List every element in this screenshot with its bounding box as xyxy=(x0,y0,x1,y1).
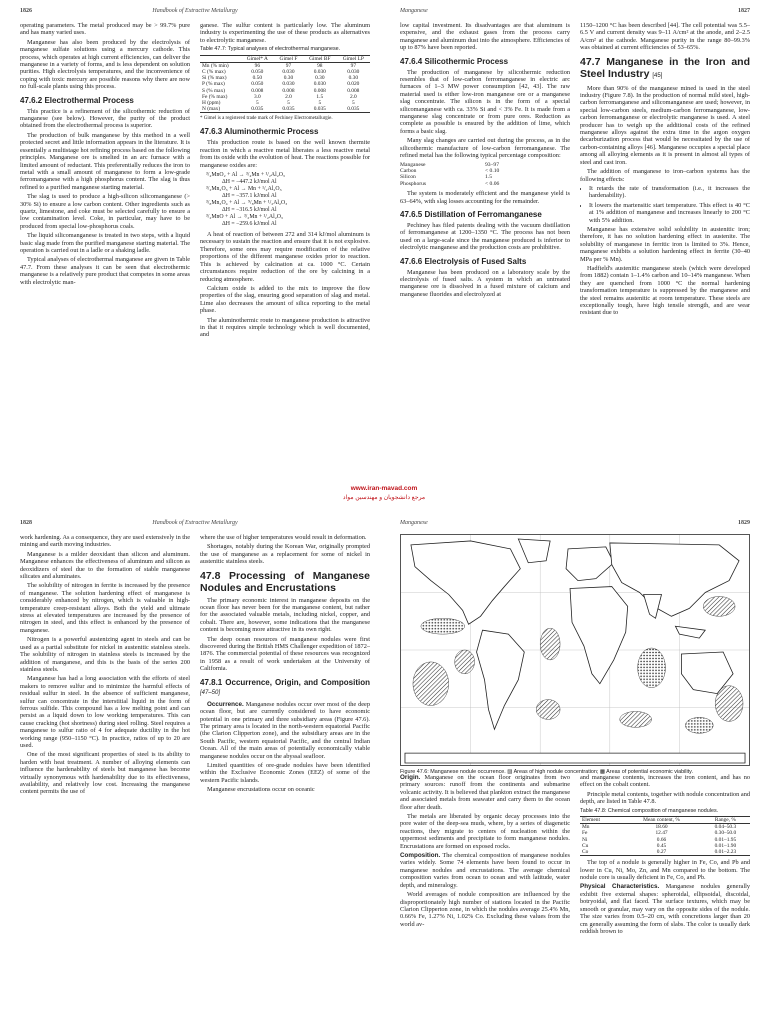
run-in-heading: Physical Characteristics. xyxy=(580,883,660,891)
table-cell: 0.030 xyxy=(282,81,295,88)
paragraph: The liquid silicomanganese is treated in two steps, with a liquid basic slag made from the purified manganese starting material. The operation is carried out in a ladle or a shaking ladle. xyxy=(20,232,190,254)
run-in-heading: Origin. xyxy=(400,774,421,781)
table-cell: Co xyxy=(580,849,622,856)
table-cell: P (% max) xyxy=(202,81,225,88)
running-header xyxy=(400,8,750,18)
column-header: Range, % xyxy=(701,817,750,824)
paragraph: The solubility of nitrogen in ferrite is increased by the presence of manganese. The solution hardening effect of manganese is considerably enhanced by nitrogen, which is valuable in high-temperature creep-resistant alloys. Both the yield and ultimate stress at elevated temperatures are increased by the presence of nitrogen in steel, and this effect is enhanced by the presence of manganese. xyxy=(20,582,190,634)
table-row xyxy=(200,106,370,113)
watermark-url: www.iran-mavad.com xyxy=(350,485,418,492)
north-america-shape xyxy=(411,541,520,624)
watermark-text: مرجع دانشجویان و مهندسین مواد xyxy=(342,495,426,501)
table-47-7 xyxy=(200,55,370,114)
greenland-shape xyxy=(518,539,550,563)
column-left xyxy=(400,774,570,1020)
paragraph-text: Manganese nodules generally exhibit five external shapes: spheroidal, ellipsoidal, discoidal, botryoidal, and flat faced. The surface textures, which may be smooth or granular, may vary on the opposite sides of the nodule. The size varies from 0.5–20 cm, with concretions larger than 20 cm generally assuming the form of slabs. The color is usually dark reddish brown to xyxy=(580,883,750,935)
effects-list xyxy=(580,185,750,224)
running-header xyxy=(20,8,370,18)
column-header: Gimel F xyxy=(274,55,303,62)
table-cell: C (% max) xyxy=(202,69,226,76)
clarion-clipperton-zone xyxy=(421,618,465,634)
composition-value: < 0.10 xyxy=(485,167,500,174)
reaction-enthalpy: ΔH = −357.1 kJ/mol Al xyxy=(222,193,277,200)
reaction-enthalpy: ΔH = −259.6 kJ/mol Al xyxy=(222,221,277,228)
indian-ocean-area xyxy=(638,648,666,688)
list-item: • It retards the rate of transformation (i.e., it increases the hardenability). xyxy=(589,185,750,200)
paragraph: The addition of manganese to iron–carbon systems has the following effects: xyxy=(580,168,750,183)
table-cell: 0.020 xyxy=(347,81,360,88)
table-cell: 0.030 xyxy=(313,81,326,88)
paragraph: where the use of higher temperatures would result in deformation. xyxy=(200,534,367,541)
table-cell: Ni xyxy=(582,836,588,843)
run-in-heading: Composition. xyxy=(400,852,441,860)
paragraph: Manganese has also been produced by the electrolysis of manganese sulfate solutions using a mercury cathode. This process, which operates at high current efficiencies, can deliver the manganese in a variety of forms, and is less dependent on solution purities. High electrolysis temperatures, and the inconvenience of coping with toxic mercury are possible reasons why there are now no full-scale plants using this process. xyxy=(20,38,190,91)
table-47-8 xyxy=(580,816,750,856)
paragraph: Nitrogen is a powerful austenizing agent in steels and can be used as a partial substitute for nickel in austenitic stainless steels. The solubility of nitrogen in stainless steels is increased by the addition of manganese, and this is the basis of the series 200 stainless steels. xyxy=(20,636,190,673)
section-heading: 47.6.2 Electrothermal Process xyxy=(20,95,134,105)
world-map xyxy=(400,534,750,766)
column-header: Gimel BF xyxy=(303,55,337,62)
table-header-row xyxy=(580,817,750,824)
table-row xyxy=(580,849,750,856)
africa-shape xyxy=(570,587,628,684)
table-cell: 97 xyxy=(285,62,292,69)
paragraph: The primary economic interest in manganese deposits on the ocean floor has never been for the manganese content, but rather for the associated valuable metals, including nickel, copper, and cobalt. There are, however, some indications that the manganese content is becoming more attractive in its own right. xyxy=(200,596,370,634)
paragraph-text: The chemical composition of manganese nodules varies widely. Some 74 elements have been found to occur in manganese nodules and encrustations. The average chemical composition varies from ocean to ocean and with latitude, water depth, and mineralogy. xyxy=(400,852,570,889)
section-heading: 47.6.3 Aluminothermic Process xyxy=(200,127,319,137)
composition-value: < 0.06 xyxy=(485,180,500,187)
table-row xyxy=(580,824,750,831)
paragraph: The deep ocean resources of manganese nodules were first discovered during the British HMS Challenger expedition of 1872–1876. The commercial potential of these resources was recognized in 1958 as a result of work undertaken at the University of California. xyxy=(200,635,370,673)
table-cell: 0.008 xyxy=(313,87,326,94)
section-heading xyxy=(200,678,370,698)
paragraph: Principle metal contents, together with nodule concentration and depth, are listed in Table 47.8. xyxy=(580,790,750,806)
reaction-equations xyxy=(206,172,370,228)
paragraph: The top of a nodule is generally higher in Fe, Co, and Pb and lower in Cu, Ni, Mo, Zn, and Mn compared to the bottom. The nodule core is usually deficient in Fe, Co, and Pb. xyxy=(580,859,750,882)
map-drawing xyxy=(401,535,749,765)
paragraph: The system is moderately efficient and the manganese yield is 63–64%, with slag losses accounting for the remainder. xyxy=(400,190,570,205)
india-shape xyxy=(644,594,662,618)
page-number: 1828 xyxy=(20,520,32,526)
page-number: 1827 xyxy=(738,8,750,14)
composition-value: 1.5 xyxy=(485,174,492,181)
table-cell: 0.01–1.90 xyxy=(714,842,737,849)
table-cell: 0.01–2.23 xyxy=(701,849,750,856)
west-equatorial-pacific-area xyxy=(455,650,475,674)
column-header: Element xyxy=(580,817,622,824)
chapter-heading-text: 47.7 Manganese in the Iron and Steel Industry xyxy=(580,55,750,80)
composition-list xyxy=(400,162,570,188)
section-heading: 47.6.4 Silicothermic Process xyxy=(400,56,509,66)
running-title: Handbook of Extractive Metallurgy xyxy=(152,520,238,526)
column-right xyxy=(200,22,370,508)
table-cell: Cu xyxy=(582,842,589,849)
run-in-heading: Occurrence. xyxy=(207,700,244,708)
page-1827 xyxy=(384,0,768,512)
figure-47-6 xyxy=(400,534,750,777)
table-cell: 5 xyxy=(318,100,322,107)
reference: [47–50] xyxy=(200,689,221,696)
table-cell: 0.04–50.3 xyxy=(714,824,737,831)
paragraph: and manganese contents, increases the iron content, and has no effect on the cobalt content. xyxy=(580,774,750,789)
bottom-spread xyxy=(0,512,768,1024)
table-cell: N (max) xyxy=(200,106,241,113)
paragraph: Hadfield's austenitic manganese steels (which were developed from 1882) contain 1–1.4% carbon and 10–14% manganese. When they are quenched from 1000 °C the normal hardening transformation temperature is suppressed by the manganese and the steel remains austenitic at room temperature. These steels are exceptionally tough, have high tensile strength, and are wear resistant due to xyxy=(580,264,750,317)
paragraph: Manganese has had a long association with the efforts of steel makers to remove sulfur and to minimize the harmful effects of residual sulfur in steel. In the absence of sufficient manganese, sulfur can concentrate in the interstitial liquid in the form of ferrous sulfide. This compound has a low melting point and can persist as a liquid down to low working temperatures. This can cause cracking (hot shortness) during steel rolling. Steel requires a manganese to sulfur ratio of 4 for adequate ductility in the hot working range (950–1150 °C). In practice, ratios of up to 20 are used. xyxy=(20,675,190,749)
table-cell: 12.47 xyxy=(655,830,668,837)
section-heading: 47.6.6 Electrolysis of Fused Salts xyxy=(400,256,527,266)
table-cell: 5 xyxy=(351,100,355,107)
page-1828 xyxy=(0,512,384,1024)
paragraph: World averages of nodule composition are influenced by the disproportionately high number of stations located in the Pacific Clarion Clipperton zone, in which the nodules average 25.4% Mn, 0.66% Fe, 1.27% Ni, 1.02% Co. Excluding these values from the world av- xyxy=(400,891,570,928)
reaction: ³/₈Mn₃O₄ + Al → ⁹/₈Mn + ¹/₂Al₂O₃ xyxy=(206,200,288,207)
column-left xyxy=(400,22,570,508)
table-cell: S (% max) xyxy=(202,87,226,94)
paragraph: The production of manganese by silicothermic reduction resembles that of low-carbon ferromanganese in electric arc furnaces of 1–3 MW power consumption [42, 43]. The raw material used is either low-iron manganese ore or a manganese slag concentrate. The silicon is in the form of a special silicomanganese with ca. 33% Si and < 3% Fe. It is made from a manganese slag concentrate or from pure ores. Reduction as complete as possible is ensured by the addition of lime, which forms a basic slag. xyxy=(400,68,570,135)
table-header-row xyxy=(200,55,370,62)
column-header: Gimel LP xyxy=(337,55,370,62)
table-cell: 0.050 xyxy=(251,69,264,76)
section-heading-text: 47.8.1 Occurrence, Origin, and Composition xyxy=(200,677,370,687)
running-header xyxy=(20,520,370,530)
table-cell: H (ppm) xyxy=(202,100,221,107)
paragraph: Calcium oxide is added to the mix to improve the flow properties of the slag, ensuring good separation of slag and metal. Lime also decreases the amount of silica reporting to the metal phase. xyxy=(200,284,370,315)
table-cell: 0.030 xyxy=(313,69,326,76)
tasman-area xyxy=(685,717,713,733)
column-header: Gimel* A xyxy=(241,55,274,62)
table-cell: 0.30 xyxy=(348,75,359,82)
paragraph: A heat of reaction of between 272 and 314 kJ/mol aluminum is necessary to sustain the reaction and ensure that it is not explosive. Therefore, some ores may require modification of the relative proportions of the different manganese oxides prior to reaction. This is achieved by calcination at ca. 1000 °C. Certain circumstances require reduction of the ore by calcining in a reducing atmosphere. xyxy=(200,231,370,283)
indonesia-shape xyxy=(675,626,705,638)
paragraph: Shortages, notably during the Korean War, originally prompted the use of manganese as a replacement for some of nickel in austenitic stainless steels. xyxy=(200,543,370,566)
table-cell: 0.050 xyxy=(251,81,264,88)
table-cell: 97 xyxy=(350,62,357,69)
reaction: ³/₄MnO₂ + Al → ³/₄Mn + ¹/₂Al₂O₃ xyxy=(206,172,285,179)
antarctica-shape xyxy=(405,753,745,763)
europe-shape xyxy=(566,547,614,581)
reference: [45] xyxy=(652,72,663,79)
page-1826 xyxy=(0,0,384,512)
south-pacific-area xyxy=(413,662,449,706)
table-cell: 0.035 xyxy=(337,106,370,113)
table-cell: 0.008 xyxy=(251,87,264,94)
table-cell: 0.50 xyxy=(252,75,263,82)
column-right xyxy=(580,774,750,1020)
composition-element: Carbon xyxy=(400,167,417,174)
table-cell: 5 xyxy=(287,100,290,107)
paragraph: work hardening. As a consequence, they are used extensively in the mining and earth moving industries. xyxy=(20,534,190,549)
table-cell: 0.30 xyxy=(315,75,325,82)
paragraph: The metals are liberated by organic decay processes into the pore water of the deep-sea muds, where, by a series of diagenetic reactions, they migrate to centers of nucleation within the uppermost sediments and precipitate to form manganese nodules. Encrustations are formed on exposed rocks. xyxy=(400,813,570,850)
column-right xyxy=(200,534,370,1020)
paragraph xyxy=(200,701,370,760)
column-right xyxy=(580,22,750,508)
composition-element: Silicon xyxy=(400,174,416,181)
table-cell: 0.01–1.95 xyxy=(714,836,737,843)
paragraph: Manganese has extensive solid solubility in austenitic iron; therefore, it has no solution hardening effect in austenite. The solubility of manganese in ferritic iron is limited to 3%. Hence, manganese exhibits a solution hardening effect in ferrite (30–40 MPa per % Mn). xyxy=(580,225,750,263)
south-pacific-area-2 xyxy=(715,686,743,722)
page-number: 1826 xyxy=(20,8,32,14)
composition-element: Manganese xyxy=(400,161,426,168)
running-title: Handbook of Extractive Metallurgy xyxy=(152,8,238,14)
table-cell: 5 xyxy=(255,100,259,107)
running-title: Manganese xyxy=(400,520,428,526)
table-cell: 0.030 xyxy=(347,69,360,76)
table-cell: Fe xyxy=(582,830,588,837)
table-caption: Table 47.8: Chemical composition of manganese nodules. xyxy=(580,807,719,814)
table-cell: 3.0 xyxy=(253,93,261,100)
table-cell: 1.5 xyxy=(316,93,324,100)
table-cell: 0.45 xyxy=(656,842,667,849)
table-cell: 0.66 xyxy=(656,836,667,843)
figure-caption: Figure 47.6: Manganese nodule occurrence. ▨ Areas of high nodule concentration; ▩ Areas of potential economic viability. xyxy=(400,769,693,775)
table-cell: 2.0 xyxy=(349,93,357,100)
reaction-enthalpy: ΔH = −447.2 kJ/mol Al xyxy=(222,179,277,186)
south-america-shape xyxy=(477,630,525,729)
paragraph xyxy=(400,852,570,889)
table-cell: 0.030 xyxy=(282,69,295,76)
paragraph: low capital investment. Its disadvantages are that aluminum is expensive, and the exhaust gases from the process carry manganese and aluminum dust into the atmosphere. Efficiencies of up to 87% have been reported. xyxy=(400,22,570,52)
south-indian-area xyxy=(620,711,652,727)
paragraph: The slag is used to produce a high-silicon silicomanganese (> 30% Si) to ensure a low carbon content. Other ingredients such as quartz, limestone, and coke must be selected carefully to ensure a low contamination level. Coke, in particular, may have to be produced from special low-phosphorus coals. xyxy=(20,193,190,230)
table-caption: Table 47.7: Typical analyses of electrothermal manganese. xyxy=(200,46,341,53)
table-footnote: * Gimel is a registered trade mark of Pechiney Electrometallurgie. xyxy=(200,116,333,122)
paragraph: Manganese has been produced on a laboratory scale by the electrolysis of fused salts. A system in which an untreated manganese ore is dissolved in a fused mixture of calcium and manganese fluorides and electrolyzed at xyxy=(400,268,570,298)
paragraph: This production route is based on the well known thermite reaction in which a reactive metal liberates a less reactive metal from its oxide with the evolution of heat. The reactions possible for manganese oxides are: xyxy=(200,139,370,169)
table-cell: 96 xyxy=(254,62,261,69)
table-cell: 0.008 xyxy=(282,87,295,94)
paragraph-text: Manganese nodules occur over most of the deep ocean floor, but are currently considered to have economic potential in one primary and three subsidiary areas (Figure 47.6). The primary area is located in the north-western equatorial Pacific (the Clarion Clipperton zone), and the subsidiary areas are in the South Pacific, western equatorial Pacific, and the central Indian Ocean. All of the main areas of potentially economically viable manganese nodules occur on the abyssal seafloor. xyxy=(200,700,370,760)
table-cell: Fe (% max) xyxy=(202,93,228,100)
running-header xyxy=(400,520,750,530)
table-cell: 0.27 xyxy=(622,849,700,856)
page-1829 xyxy=(384,512,768,1024)
paragraph: Manganese encrustations occur on oceanic xyxy=(207,786,315,794)
south-atlantic-area xyxy=(536,700,560,720)
north-pacific-area xyxy=(703,596,735,616)
running-title: Manganese xyxy=(400,8,428,14)
table-cell: 0.035 xyxy=(241,106,274,113)
table-cell: Mn (% min) xyxy=(202,62,229,69)
chapter-heading xyxy=(580,56,750,82)
atlantic-area xyxy=(540,628,560,660)
paragraph: ganese. The sulfur content is particularly low. The aluminum industry is experimenting the use of these products as alternatives to electrolytic manganese. xyxy=(200,22,370,44)
table-cell: 98 xyxy=(317,62,323,69)
paragraph: Pechiney has filed patents dealing with the vacuum distillation of ferromanganese at 1200–1350 °C. The process has not been used on a large-scale since the manganese produced is inferior to electrolytic manganese and the production costs are prohibitive. xyxy=(400,221,570,252)
column-header xyxy=(200,55,241,62)
table-cell: 0.30–50.0 xyxy=(714,830,737,837)
table-cell: 0.008 xyxy=(347,87,360,94)
column-left xyxy=(20,22,190,508)
table-cell: 0.30 xyxy=(283,75,294,82)
paragraph: Many slag changes are carried out during the process, as in the silicothermic manufacture of low-carbon ferromanganese. The refined metal has the following typical percentage composition: xyxy=(400,137,570,160)
table-cell: 2.0 xyxy=(285,93,292,100)
chapter-heading: 47.8 Processing of Manganese Nodules and Encrustations xyxy=(200,569,370,594)
paragraph: One of the most significant properties of steel is its ability to harden with heat treatment. A number of alloying elements can influence the hardenability of steels but manganese has become virtually synonymous with hardenability due to its effectiveness, availability, and relatively low cost. Increasing the manganese content permits the use of xyxy=(20,751,190,796)
section-heading: 47.6.5 Distillation of Ferromanganese xyxy=(400,209,542,219)
table-cell: 18.60 xyxy=(655,824,668,831)
reaction: ³/₂MnO + Al → ³/₂Mn + ¹/₂Al₂O₃ xyxy=(206,214,283,221)
paragraph: 1150–1200 °C has been described [44]. The cell potential was 5.5–6.5 V and current density was 9–11 A/cm² at the anode, and 2–2.5 A/cm² at the cathode. Manganese purity in the range 80–99.3% was obtained at current efficiencies of 53–65%. xyxy=(580,22,750,52)
paragraph: The aluminothermic route to manganese production is attractive in that it requires simple technology which is well documented, and xyxy=(200,316,370,339)
paragraph: The production of bulk manganese by this method in a well protected secret and little information appears in the literature. It is essentially a multistage hot refining process based on the following principles. Manganese ore is smelted in an arc furnace with a limited amount of reductant. This preferentially reduces the iron to metal with a small amount of manganese to form a low-grade ferromanganese with a high phosphorus content. The slag is thus refined to a purified manganese starting material. xyxy=(20,131,190,191)
paragraph: This practice is a refinement of the silicothermic reduction of manganese (see below). However, the purity of the product obtained from the electrothermal process is superior. xyxy=(20,107,190,130)
paragraph: Limited quantities of ore-grade nodules have been identified within the Exclusive Economic Zones (EEZ) of some of the western Pacific islands. xyxy=(200,761,370,784)
paragraph-text: Manganese on the ocean floor originates from two primary sources: runoff from the continents and submarine volcanic activity. It is believed that plankton extract the manganese and associated metals from seawater and carry them to the ocean floor after death. xyxy=(400,774,570,811)
reaction-enthalpy: ΔH = −316.5 kJ/mol Al xyxy=(222,207,277,214)
paragraph xyxy=(580,883,750,935)
paragraph: Manganese is a milder deoxidant than silicon and aluminum. Manganese enhances the effectiveness of aluminum and silicon as deoxidizers of steel due to the formation of stable manganese silicates and aluminates. xyxy=(20,550,190,581)
paragraph xyxy=(400,774,570,811)
list-item: • It lowers the martensitic start temperature. This effect is 40 °C at 1% addition of manganese and increases linearly to 200 °C with 5% addition. xyxy=(589,202,750,224)
paragraph: operating parameters. The metal produced may be > 99.7% pure and has many varied uses. xyxy=(20,22,190,37)
composition-value: 93–97 xyxy=(485,161,499,168)
column-left xyxy=(20,534,190,1020)
table-cell: Si (% max) xyxy=(202,75,227,82)
table-cell: 0.035 xyxy=(274,106,303,113)
table-cell: Mn xyxy=(582,824,590,831)
composition-element: Phosphorus xyxy=(400,180,427,187)
paragraph: Typical analyses of electrothermal manganese are given in Table 47.7. From these analyses it can be seen that electrothermic manganese is a relatively pure product that competes in some areas with electrolytic man- xyxy=(20,256,190,286)
table-cell: 0.035 xyxy=(303,106,337,113)
column-header: Mean content, % xyxy=(622,817,700,824)
page-number: 1829 xyxy=(738,520,750,526)
reaction: ³/₂Mn₂O₃ + Al → Mn + ¹/₂Al₂O₃ xyxy=(206,186,282,193)
paragraph: More than 90% of the manganese mined is used in the steel industry (Figure 7.8). In the production of normal mild steel, high-carbon ferromanganese and silicomanganese are used; however, in special low-carbon steels, medium-carbon ferromanganese, low-carbon ferromanganese or electrolytic manganese is used. A steel producer has to weigh up the additional costs of the refined manganese alloys against the extra time in the argon oxygen decarburization process that would be necessitated by the use of carbon-containing alloys [46]. Manganese occupies a special place among all alloying elements as it is present in almost all types of steel and cast iron. xyxy=(580,84,750,166)
